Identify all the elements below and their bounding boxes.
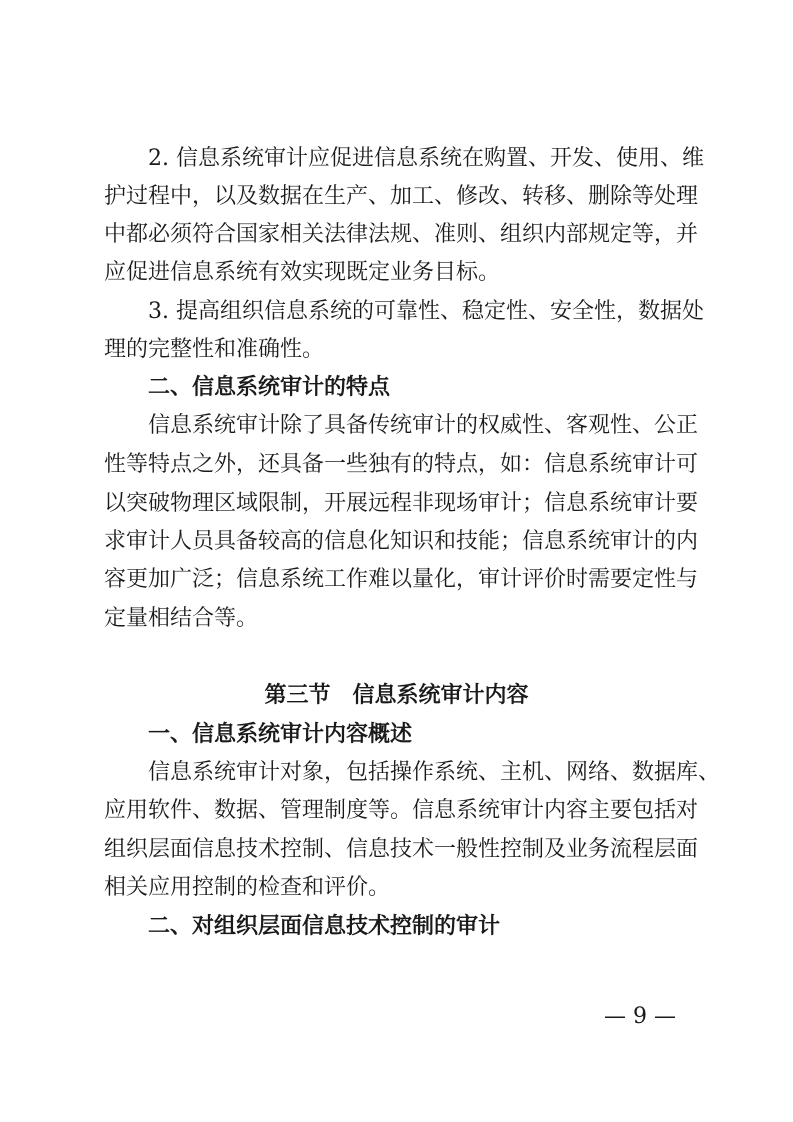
section-title: 第三节 信息系统审计内容 bbox=[264, 683, 529, 708]
overview-line-2: 应用软件、数据、管理制度等。信息系统审计内容主要包括对 bbox=[104, 798, 699, 823]
paragraph-3-line-2: 理的完整性和准确性。 bbox=[104, 337, 325, 362]
heading-overview: 一、信息系统审计内容概述 bbox=[148, 722, 413, 747]
overview-line-3: 组织层面信息技术控制、信息技术一般性控制及业务流程层面 bbox=[104, 837, 699, 862]
characteristics-line-4: 求审计人员具备较高的信息化知识和技能；信息系统审计的内 bbox=[104, 529, 699, 554]
characteristics-line-2: 性等特点之外，还具备一些独有的特点，如：信息系统审计可 bbox=[104, 452, 699, 477]
characteristics-line-5: 容更加广泛；信息系统工作难以量化，审计评价时需要定性与 bbox=[104, 567, 699, 592]
paragraph-2-line-2: 护过程中，以及数据在生产、加工、修改、转移、删除等处理 bbox=[104, 184, 699, 209]
paragraph-2-line-3: 中都必须符合国家相关法律法规、准则、组织内部规定等，并 bbox=[104, 222, 699, 247]
heading-characteristics: 二、信息系统审计的特点 bbox=[148, 375, 391, 400]
heading-org-audit: 二、对组织层面信息技术控制的审计 bbox=[148, 914, 501, 939]
characteristics-line-3: 以突破物理区域限制，开展远程非现场审计；信息系统审计要 bbox=[104, 491, 699, 516]
paragraph-3-line-1: 3. 提高组织信息系统的可靠性、稳定性、安全性，数据处 bbox=[148, 299, 704, 324]
page-number: — 9 — bbox=[604, 1004, 676, 1029]
overview-line-4: 相关应用控制的检查和评价。 bbox=[104, 875, 391, 900]
paragraph-2-line-4: 应促进信息系统有效实现既定业务目标。 bbox=[104, 260, 501, 285]
paragraph-2-line-1: 2. 信息系统审计应促进信息系统在购置、开发、使用、维 bbox=[148, 146, 704, 171]
characteristics-line-1: 信息系统审计除了具备传统审计的权威性、客观性、公正 bbox=[148, 413, 699, 438]
overview-line-1: 信息系统审计对象，包括操作系统、主机、网络、数据库、 bbox=[148, 760, 721, 785]
characteristics-line-6: 定量相结合等。 bbox=[104, 606, 259, 631]
